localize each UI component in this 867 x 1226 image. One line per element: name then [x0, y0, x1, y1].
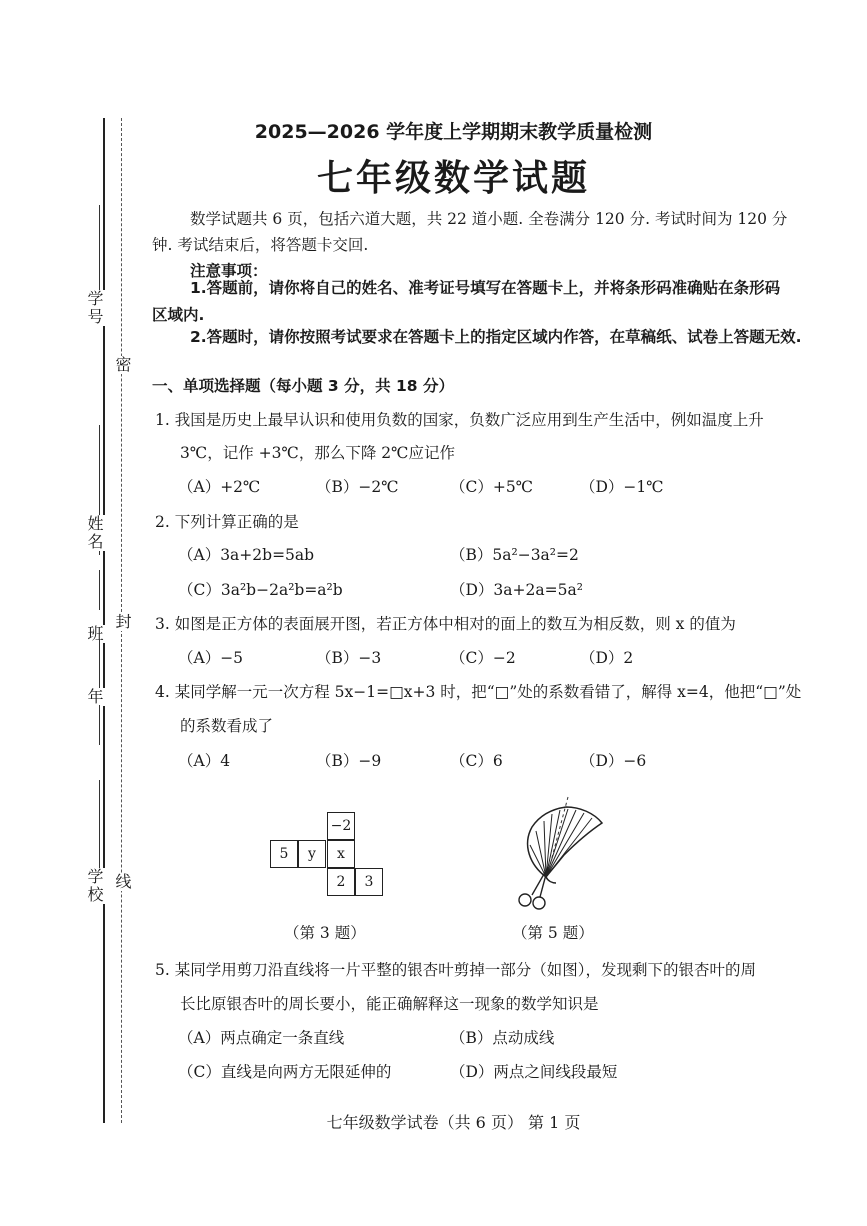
- intro-line-1: 数学试题共 6 页，包括六道大题，共 22 道小题. 全卷满分 120 分. 考试时间为 120 分: [190, 210, 788, 228]
- q5-option-a: （A）两点确定一条直线: [178, 1029, 345, 1047]
- q1-option-d: （D）−1℃: [580, 478, 664, 496]
- page-footer: 七年级数学试卷（共 6 页） 第 1 页: [326, 1113, 581, 1132]
- q1-option-b: （B）−2℃: [316, 478, 399, 496]
- net-cell-x: x: [327, 840, 355, 868]
- q5-option-d: （D）两点之间线段最短: [450, 1063, 618, 1081]
- q3-stem: 3. 如图是正方体的表面展开图，若正方体中相对的面上的数互为相反数，则 x 的值为: [155, 615, 736, 633]
- net-cell-y: y: [298, 840, 326, 868]
- exam-subtitle: 2025—2026 学年度上学期期末教学质量检测: [254, 121, 653, 143]
- binding-line-solid: [103, 118, 105, 1123]
- section-1-heading: 一、单项选择题（每小题 3 分，共 18 分）: [152, 377, 454, 395]
- q2-option-a: （A）3a+2b=5ab: [178, 546, 315, 564]
- q3-option-d: （D）2: [580, 649, 634, 667]
- q2-option-c: （C）3a²b−2a²b=a²b: [178, 581, 343, 599]
- q1-stem-line-1: 1. 我国是历史上最早认识和使用负数的国家，负数广泛应用到生产生活中，例如温度上升: [155, 411, 764, 429]
- net-cell-5: 5: [270, 840, 298, 868]
- school-label: 学校: [85, 868, 104, 904]
- q3-option-b: （B）−3: [316, 649, 382, 667]
- grade-blank-2: [99, 705, 100, 745]
- intro-line-2: 钟. 考试结束后，将答题卡交回.: [152, 236, 369, 254]
- q4-stem-line-1: 4. 某同学解一元一次方程 5x−1=□x+3 时，把“□”处的系数看错了，解得 x=4，他把“□”处: [155, 683, 802, 701]
- q2-option-d: （D）3a+2a=5a²: [450, 581, 583, 599]
- class-label: 班: [85, 625, 104, 643]
- q2-stem: 2. 下列计算正确的是: [155, 513, 299, 531]
- school-blank: [99, 780, 100, 870]
- notice-1-line-1: 1.答题前，请你将自己的姓名、准考证号填写在答题卡上，并将条形码准确贴在条形码: [190, 279, 781, 297]
- q1-option-c: （C）+5℃: [450, 478, 534, 496]
- q4-stem-line-2: 的系数看成了: [180, 717, 274, 735]
- net-cell-3: 3: [355, 868, 383, 896]
- q5-option-b: （B）点动成线: [450, 1029, 555, 1047]
- ginkgo-leaf-scissors-icon: [510, 795, 620, 910]
- net-cell-2: 2: [327, 868, 355, 896]
- q4-option-a: （A）4: [178, 752, 231, 770]
- q3-option-c: （C）−2: [450, 649, 516, 667]
- net-cell-top: −2: [327, 812, 355, 840]
- notice-2: 2.答题时，请你按照考试要求在答题卡上的指定区域内作答，在草稿纸、试卷上答题无效.: [190, 328, 802, 346]
- figure-5-caption: （第 5 题）: [512, 924, 594, 942]
- name-label: 姓名: [85, 515, 104, 551]
- q3-option-a: （A）−5: [178, 649, 244, 667]
- figure-3-caption: （第 3 题）: [284, 924, 366, 942]
- notice-heading: 注意事项：: [190, 262, 268, 280]
- seal-feng: 封: [113, 613, 132, 631]
- student-id-label: 学号: [85, 290, 104, 326]
- grade-label: 年: [85, 688, 104, 706]
- q5-stem-line-1: 5. 某同学用剪刀沿直线将一片平整的银杏叶剪掉一部分（如图），发现剩下的银杏叶的周: [155, 961, 756, 979]
- seal-xian: 线: [113, 873, 132, 891]
- class-blank: [99, 570, 100, 610]
- q5-stem-line-2: 长比原银杏叶的周长要小，能正确解释这一现象的数学知识是: [180, 995, 599, 1013]
- q4-option-b: （B）−9: [316, 752, 382, 770]
- q4-option-c: （C）6: [450, 752, 503, 770]
- q1-stem-line-2: 3℃，记作 +3℃，那么下降 2℃应记作: [180, 444, 455, 462]
- grade-blank: [99, 640, 100, 690]
- q2-option-b: （B）5a²−3a²=2: [450, 546, 579, 564]
- q4-option-d: （D）−6: [580, 752, 647, 770]
- q5-option-c: （C）直线是向两方无限延伸的: [178, 1063, 392, 1081]
- exam-title: 七年级数学试题: [316, 157, 590, 199]
- seal-mi: 密: [113, 356, 132, 374]
- notice-1-line-2: 区域内.: [152, 306, 205, 324]
- q1-option-a: （A）+2℃: [178, 478, 261, 496]
